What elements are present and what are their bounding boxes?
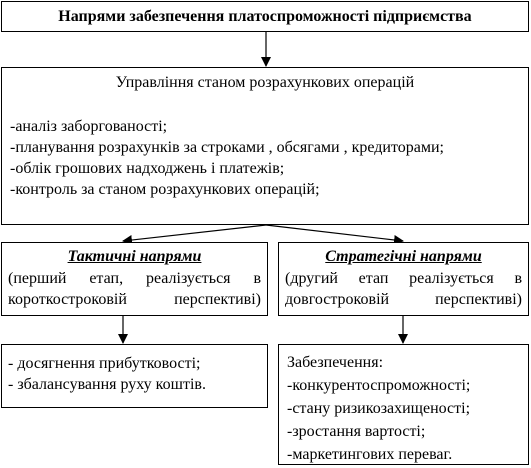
tactical-goals-box	[1, 344, 268, 408]
strategic-directions-text: довгостроковій перспективі)	[285, 291, 522, 308]
list-item: -аналіз заборгованості;	[10, 118, 168, 135]
tactical-goals-list	[8, 353, 206, 395]
tactical-directions-text: (перший етап, реалізується в	[8, 270, 261, 287]
settlement-management-box	[1, 67, 529, 225]
main-directions-box	[1, 1, 529, 32]
settlement-management-list	[10, 116, 444, 200]
list-item: -планування розрахунків за строками , обсягами , кредиторами;	[10, 139, 444, 156]
strategic-directions-title: Стратегічні напрями	[325, 248, 482, 265]
list-item: -стану ризикозахищеності;	[287, 400, 471, 417]
list-item: -конкурентоспроможності;	[287, 377, 471, 394]
tactical-directions-text: короткостроковій перспективі)	[8, 291, 261, 308]
list-item: -контроль за станом розрахункових операцій;	[10, 181, 320, 198]
list-item: - досягнення прибутковості;	[8, 355, 201, 372]
strategic-directions-box	[278, 242, 529, 316]
main-directions-title: Напрями забезпечення платоспроможності підприємства	[58, 8, 472, 25]
tactical-directions-title: Тактичні напрями	[67, 248, 202, 265]
strategic-goals-list	[287, 351, 470, 466]
strategic-directions-text: (другий етап реалізується в	[285, 270, 522, 287]
list-item: - збалансування руху коштів.	[8, 376, 206, 393]
arrow-mid-to-tactical	[123, 225, 266, 241]
strategic-goals-box	[278, 344, 529, 465]
list-item: -маркетингових переваг.	[287, 446, 453, 463]
list-item: -зростання вартості;	[287, 423, 426, 440]
tactical-directions-box	[1, 242, 268, 316]
list-item: -облік грошових надходжень і платежів;	[10, 160, 285, 177]
strategic-goals-heading: Забезпечення:	[287, 354, 384, 371]
arrow-mid-to-strategic	[266, 225, 403, 241]
settlement-management-heading: Управління станом розрахункових операцій	[115, 74, 415, 91]
